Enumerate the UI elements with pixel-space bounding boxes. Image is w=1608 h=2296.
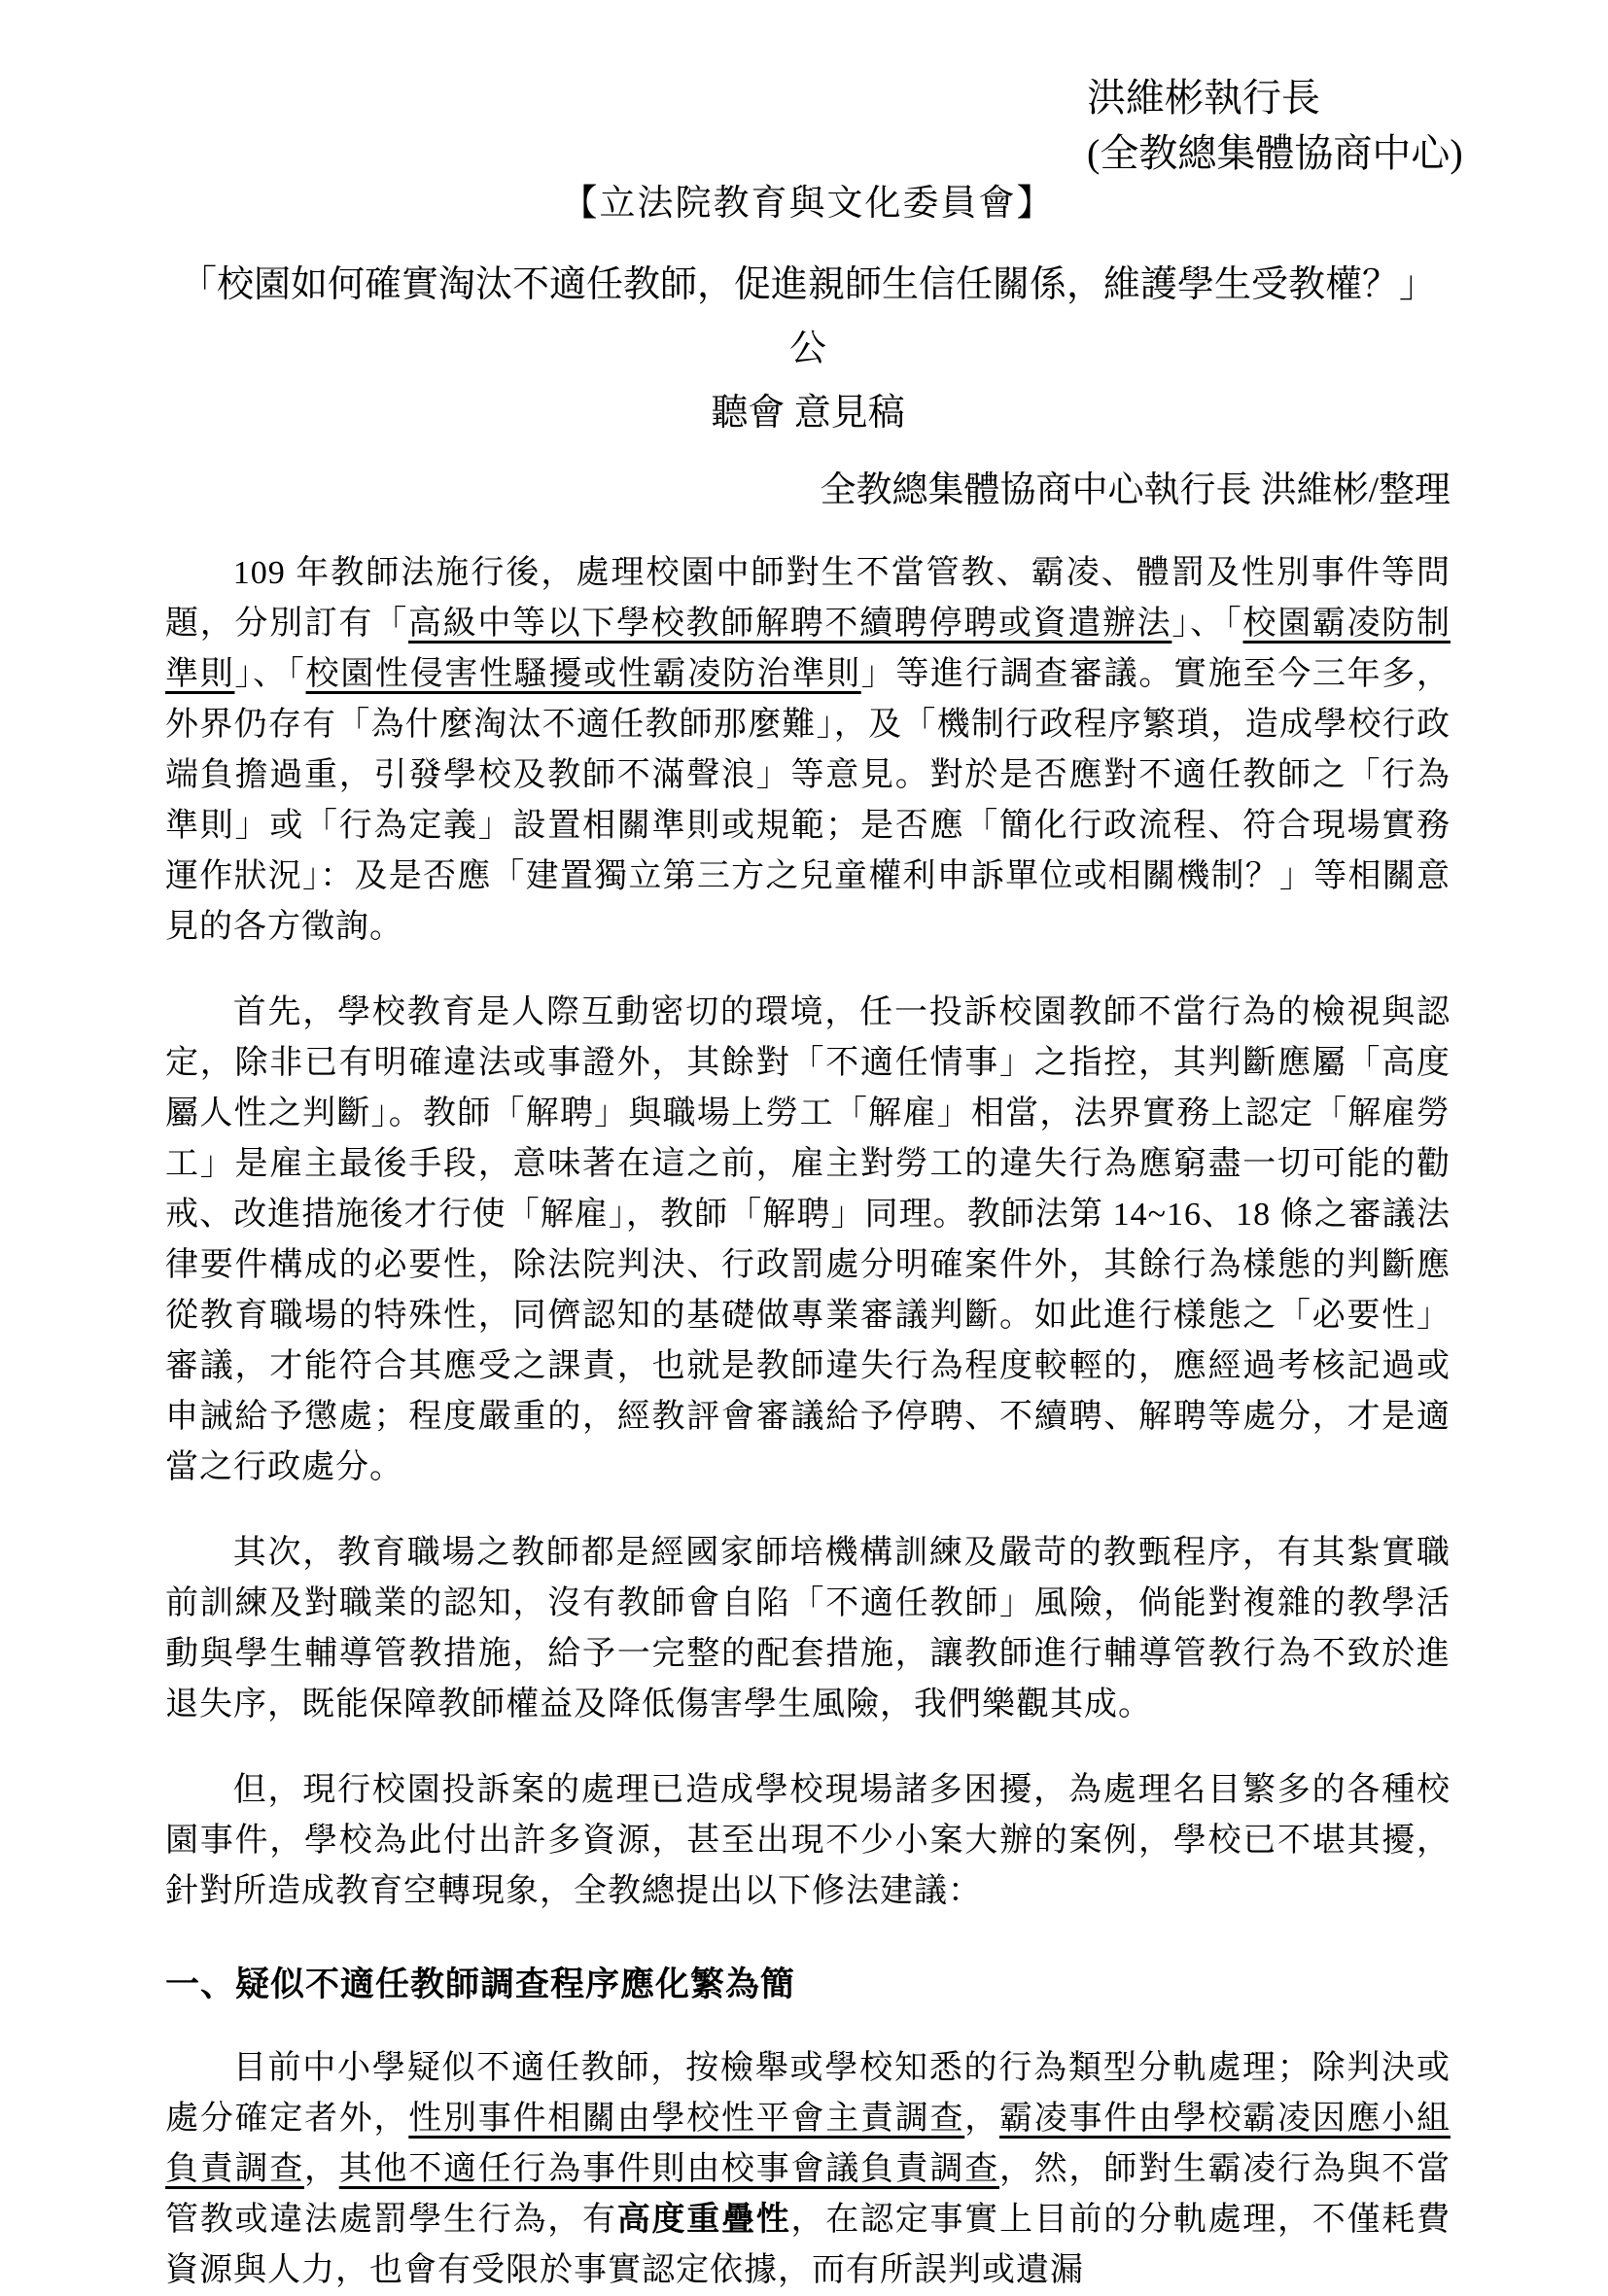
text-run: 109 年教師法施行後，處理校園中師對生不當管教、霸凌、體罰及性別事件等問題，分別訂有「: [165, 555, 1451, 642]
text-run: 目前中小學疑似不適任教師，按檢舉或學校知悉的行為類型分軌處理；除判決或處分確定者外，: [165, 2050, 1451, 2137]
text-run: 高級中等以下學校教師解聘不續聘停聘或資遣辦法: [407, 606, 1172, 642]
text-run: 校園性侵害性騷擾或性霸凌防治準則: [305, 656, 861, 692]
paragraph-5: [165, 2043, 1451, 2296]
text-run: 首先，學校教育是人際互動密切的環境，任一投訴校園教師不當行為的檢視與認定，除非已有明確違法或事證外，其餘對「不適任情事」之指控，其判斷應屬「高度屬人性之判斷」。教師「解聘」與職場上勞工「解雇」相當，法界實務上認定「解雇勞工」是雇主最後手段，意味著在這之前，雇主對勞工的違失行為應窮盡一切可能的勸戒、改進措施後才行使「解雇」，教師「解聘」同理。教師法第 14~16、18 條之審議法律要件構成的必要性，除法院判決、行政罰處分明確案件外，其餘行為樣態的判斷應從教育職場的特殊性，同儕認知的基礎做專業審議判斷。如此進行樣態之「必要性」審議，才能符合其應受之課責，也就是教師違失行為程度較輕的，應經過考核記過或申誡給予懲處；程度嚴重的，經教評會審議給予停聘、不續聘、解聘等處分，才是適當之行政處分。: [165, 994, 1451, 1485]
paragraph-2: [165, 988, 1451, 1493]
text-run: ，然，師對生霸凌行為與不當管教或違法處罰學生行為，有: [165, 2151, 1451, 2238]
header-author-name: 洪維彬執行長: [1087, 76, 1320, 120]
text-run: 」、「: [234, 656, 306, 692]
hearing-title: [165, 253, 1451, 445]
paragraph-4: [165, 1765, 1451, 1917]
text-run: 高度重疊性: [616, 2202, 791, 2238]
byline: 全教總集體協商中心執行長 洪維彬/整理: [820, 470, 1451, 510]
text-run: 」、「: [1171, 606, 1243, 642]
text-run: 性別事件相關由學校性平會主責調查: [408, 2101, 965, 2137]
document-body: [165, 0, 1451, 2296]
paragraph-3: [165, 1528, 1451, 1730]
header-author-org: (全教總集體協商中心): [1087, 131, 1463, 175]
text-run: 其他不適任行為事件則由校事會議負責調查: [338, 2151, 999, 2187]
paragraph-1: [165, 548, 1451, 953]
text-run: 其次，教育職場之教師都是經國家師培機構訓練及嚴苛的教甄程序，有其紮實職前訓練及對職業的認知，沒有教師會自陷「不適任教師」風險，倘能對複雜的教學活動與學生輔導管教措施，給予一完整的配套措施，讓教師進行輔導管教行為不致於進退失序，既能保障教師權益及降低傷害學生風險，我們樂觀其成。: [165, 1535, 1451, 1722]
text-run: ，: [304, 2151, 339, 2187]
section-heading-1: 一、疑似不適任教師調查程序應化繁為簡: [165, 1966, 796, 2003]
text-run: 但，現行校園投訴案的處理已造成學校現場諸多困擾，為處理名目繁多的各種校園事件，學校為此付出許多資源，甚至出現不少小案大辦的案例，學校已不堪其擾，針對所造成教育空轉現象，全教總提出以下修法建議：: [165, 1772, 1451, 1909]
hearing-title-line2: 聽會 意見稿: [711, 393, 905, 434]
text-run: 霸凌事件由學校霸凌因應小組負責調查: [165, 2101, 1451, 2187]
text-run: 校園霸凌防制準則: [165, 606, 1451, 692]
text-run: ，在認定事實上目前的分軌處理，不僅耗費資源與人力，也會有受限於事實認定依據，而有所誤判或遺漏: [165, 2202, 1451, 2288]
hearing-title-line1: 「校園如何確實淘汰不適任教師，促進親師生信任關係，維護學生受教權？」公: [179, 264, 1436, 369]
text-run: ，: [964, 2101, 999, 2137]
text-run: 」等進行調查審議。實施至今三年多，外界仍存有「為什麼淘汰不適任教師那麼難」，及「機制行政程序繁瑣，造成學校行政端負擔過重，引發學校及教師不滿聲浪」等意見。對於是否應對不適任教師之「行為準則」或「行為定義」設置相關準則或規範；是否應「簡化行政流程、符合現場實務運作狀況」：及是否應「建置獨立第三方之兒童權利申訴單位或相關機制？」等相關意見的各方徵詢。: [165, 656, 1451, 945]
committee-title: 【立法院教育與文化委員會】: [561, 184, 1055, 224]
